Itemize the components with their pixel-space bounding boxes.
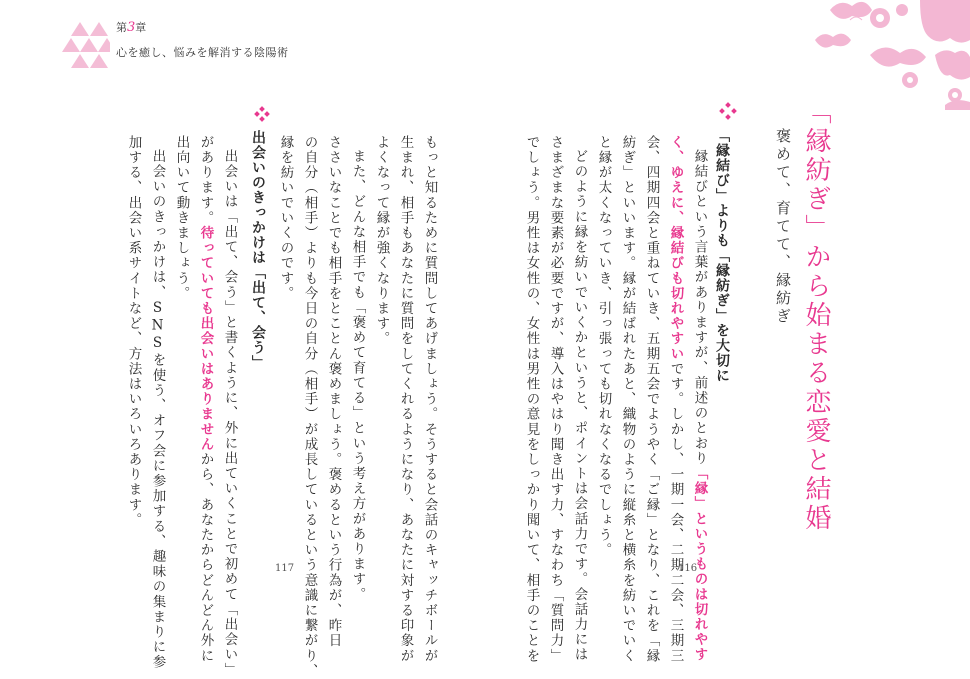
chapter-number: 3 [127, 20, 136, 35]
left-p2-col4: 縁を紡いでいくのです。 [277, 135, 294, 302]
chapter-prefix: 第 [116, 21, 127, 34]
right-p1-col1-a: 縁結びという言葉がありますが、前述のとおり [691, 149, 708, 467]
right-p1-col2 [668, 135, 682, 664]
right-page [485, 0, 970, 664]
page-title: 「縁紡ぎ」から始まる恋愛と結婚 [801, 98, 831, 533]
right-p1-col3: 会、四期四会と重ねていき、五期五会でようやく「ご縁」となり、これを「縁 [643, 135, 660, 664]
left-p3-col2-c: から、あなたからどんどん外に [197, 452, 214, 664]
left-p2-col1: また、どんな相手でも「褒めて育てる」という考え方があります。 [349, 149, 366, 602]
left-p3-col3: 出向いて動きましょう。 [173, 135, 190, 302]
right-section-heading: 「縁結び」よりも「縁紡ぎ」を大切に [714, 128, 730, 383]
right-p2-col3: でしょう。男性は女性の、女性は男性の意見をしっかり聞いて、相手のことを [523, 135, 540, 664]
left-p3-emphasis: 待っていても出会いはありません [197, 225, 214, 453]
page-subtitle: 褒めて、育てて、縁紡ぎ [774, 128, 792, 326]
chapter-title: 心を癒し、悩みを解消する陰陽術 [116, 46, 289, 59]
right-p1-emphasis-2: く、ゆえに、縁結びも切れやすい [667, 135, 684, 362]
right-p2-col1: どのように縁を紡いでいくかというと、ポイントは会話力です。会話力には [571, 149, 588, 663]
cloud-ornament-icon [810, 0, 970, 110]
page-number-left: 117 [275, 563, 295, 574]
chapter-suffix: 章 [135, 21, 147, 34]
chapter-label [116, 19, 146, 35]
page-number-right: 116 [678, 563, 698, 574]
left-p1-col1: もっと知るために質問してあげましょう。そうすると会話のキャッチボールが [421, 135, 438, 664]
left-p4-col1: 出会いのきっかけは、SNSを使う、オフ会に参加する、趣味の集まりに参 [149, 149, 166, 670]
right-p1-col5: と縁が太くなっていき、引っ張っても切れなくなるでしょう。 [595, 135, 612, 558]
left-p1-col2: 生まれ、相手もあなたに質問をしてくれるようになり、あなたに対する印象が [397, 135, 414, 664]
right-p1-emphasis-1: 「縁」というものは切れやす [691, 466, 708, 663]
diamond-bullet-icon [719, 102, 737, 120]
left-p4-col2: 加する、出会い系サイトなど、方法はいろいろあります。 [125, 135, 142, 528]
right-p1-col2-b: です。しかし、一期一会、二期二会、三期三 [667, 361, 684, 664]
left-p3-col1: 出会いは「出て、会う」と書くように、外に出ていくことで初めて「出会い」 [221, 149, 238, 678]
left-p3-col2-a: があります。 [197, 135, 214, 226]
left-p1-col3: よくなって縁が強くなります。 [373, 135, 390, 347]
left-p2-col2: ささいなことでも相手をとことん褒めましょう。褒めるという行為が、昨日 [325, 135, 342, 649]
left-p3-col2 [198, 135, 212, 664]
diamond-bullet-icon [254, 106, 270, 122]
triangle-ornament-icon [0, 0, 110, 70]
right-p2-col2: さまざまな要素が必要ですが、導入はやはり聞き出す力、すなわち「質問力」 [547, 135, 564, 664]
left-p2-col3: の自分（相手）よりも今日の自分（相手）が成長しているという意識に繋がり、 [301, 135, 318, 679]
right-p1-col4: 紡ぎ」といいます。縁が結ばれたあと、織物のように縦糸と横糸を紡いでいく [619, 135, 636, 664]
right-p1-col1 [692, 149, 706, 662]
left-section-heading: 出会いのきっかけは「出て、会う」 [250, 130, 266, 370]
